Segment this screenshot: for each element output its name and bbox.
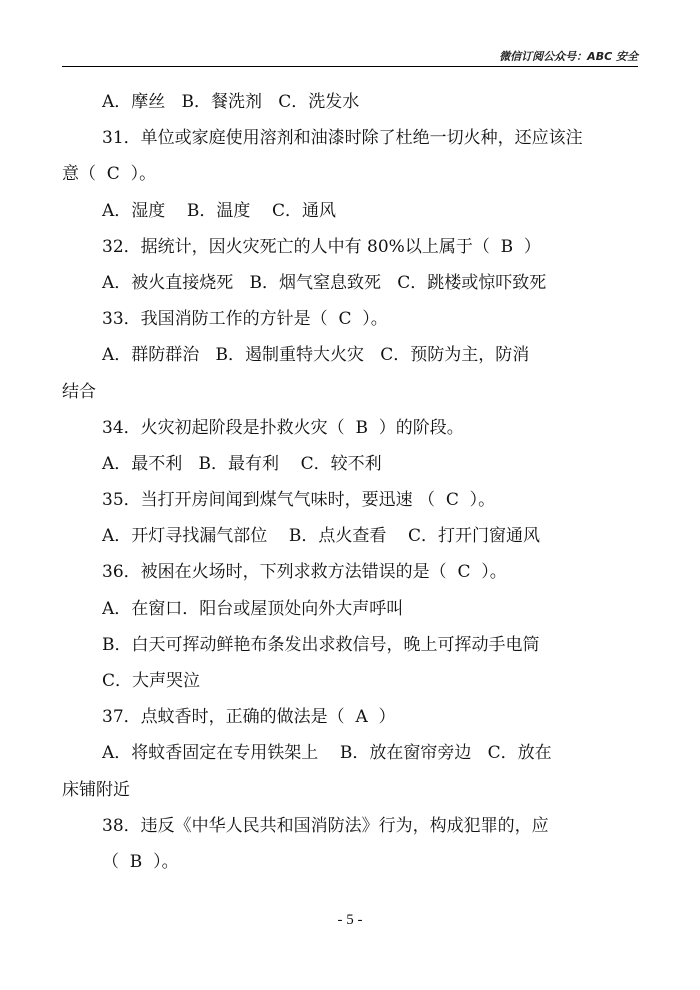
text-line: A．群防群治 B．遏制重特大火灾 C．预防为主，防消 (102, 345, 530, 366)
header-text: 微信订阅公众号：ABC 安全 (499, 50, 638, 63)
text-line: （ B ）。 (102, 851, 179, 872)
document-body (62, 84, 638, 880)
text-line: 36．被困在火场时，下列求救方法错误的是（ C ）。 (102, 562, 507, 583)
text-line: A．将蚊香固定在专用铁架上 B．放在窗帘旁边 C．放在 (102, 743, 552, 764)
header-divider (62, 66, 638, 67)
text-line: A．摩丝 B．餐洗剂 C．洗发水 (102, 92, 360, 112)
text-line: A．最不利 B．最有利 C．较不利 (102, 453, 382, 474)
text-line: 意（ C ）。 (62, 164, 157, 185)
text-line: A．被火直接烧死 B．烟气窒息致死 C．跳楼或惊吓致死 (102, 272, 547, 293)
text-line: C．大声哭泣 (102, 671, 201, 691)
text-line: 31．单位或家庭使用溶剂和油漆时除了杜绝一切火种，还应该注 (102, 128, 583, 149)
text-line: 结合 (62, 381, 96, 402)
text-line: 34．火灾初起阶段是扑救火灾（ B ）的阶段。 (102, 417, 464, 438)
text-line: 33．我国消防工作的方针是（ C ）。 (102, 309, 388, 330)
text-line: 35．当打开房间闻到煤气气味时，要迅速 （ C ）。 (102, 490, 496, 511)
text-line: 床铺附近 (62, 779, 130, 800)
text-line: A．在窗口．阳台或屋顶处向外大声呼叫 (102, 598, 404, 619)
page-number: - 5 - (337, 912, 363, 928)
text-line: 32．据统计，因火灾死亡的人中有 80%以上属于（ B ） (102, 236, 541, 257)
text-line: 37．点蚊香时，正确的做法是（ A ） (102, 707, 396, 728)
text-line: 38．违反《中华人民共和国消防法》行为，构成犯罪的，应 (102, 815, 549, 836)
text-line: A．湿度 B．温度 C．通风 (102, 200, 337, 221)
text-line: B．白天可挥动鲜艳布条发出求救信号，晚上可挥动手电筒 (102, 634, 540, 655)
text-line: A．开灯寻找漏气部位 B．点火查看 C．打开门窗通风 (102, 526, 541, 547)
